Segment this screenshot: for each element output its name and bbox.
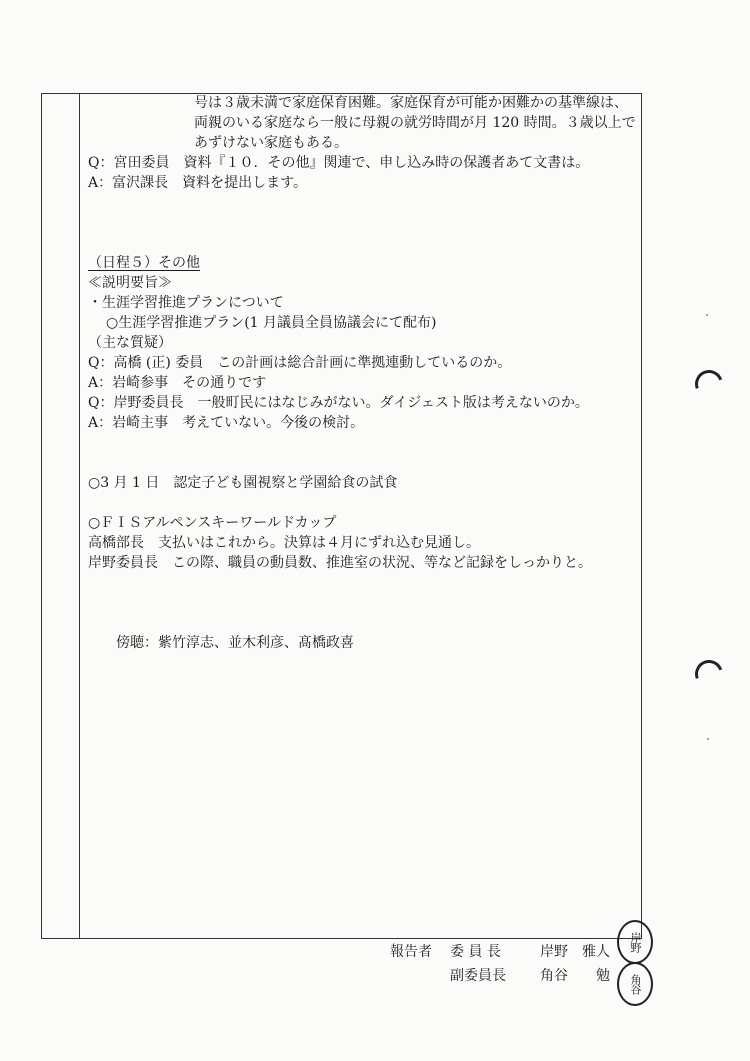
body-line: ○生涯学習推進プラン(1 月議員全員協議会にて配布) (106, 315, 437, 331)
blank-line (88, 453, 638, 473)
blank-line (88, 573, 638, 593)
punch-hole-mark (690, 365, 727, 402)
body-line: ≪説明要旨≫ (88, 275, 172, 291)
body-line: Q：高橋 (正) 委員 この計画は総合計画に準拠連動しているのか。 (88, 355, 512, 371)
blank-line (88, 233, 638, 253)
body-line: 傍聴：紫竹淳志、並木利彦、髙橋政喜 (116, 635, 354, 651)
body-line: ・生涯学習推進プランについて (88, 295, 284, 311)
body-line: A：岩崎参事 その通りです (88, 375, 267, 391)
blank-line (88, 593, 638, 613)
footer-vice-row (390, 964, 720, 988)
body-line: 号は３歳未満で家庭保育困難。家庭保育が可能か困難かの基準線は、 (194, 95, 628, 111)
body-line: ○ＦＩＳアルペンスキーワールドカップ (88, 515, 337, 531)
footer-chair-row (390, 940, 720, 964)
reporter-label: 報告者 (390, 944, 432, 960)
chair-title: 委 員 長 (450, 944, 501, 960)
body-line: A：富沢課長 資料を提出します。 (88, 175, 307, 191)
body-line: 両親のいる家庭なら一般に母親の就労時間が月 120 時間。３歳以上で (194, 115, 636, 131)
body-line: Q：岸野委員長 一般町民にはなじみがない。ダイジェスト版は考えないのか。 (88, 395, 589, 411)
chair-seal: 岸野 (617, 920, 653, 964)
blank-line (88, 433, 638, 453)
vice-seal: 角谷 (617, 962, 653, 1006)
report-body (88, 93, 638, 653)
body-line: ○3 月 1 日 認定子ども園視察と学園給食の試食 (88, 475, 398, 491)
punch-hole-mark (690, 655, 727, 692)
body-line: （主な質疑） (88, 335, 172, 351)
body-line: A：岩崎主事 考えていない。今後の検討。 (88, 415, 365, 431)
body-line: 岸野委員長 この際、職員の動員数、推進室の状況、等など記録をしっかりと。 (88, 555, 592, 571)
paper-speck (706, 314, 708, 316)
section-heading: （日程５）その他 (88, 255, 200, 271)
vice-name: 角谷 勉 (540, 968, 610, 984)
vice-title: 副委員長 (450, 968, 506, 984)
body-line: あずけない家庭もある。 (194, 135, 348, 151)
body-line: Q：宮田委員 資料『１０．その他』関連で、申し込み時の保護者あて文書は。 (88, 155, 590, 171)
margin-rule (79, 93, 80, 939)
blank-line (88, 613, 638, 633)
report-footer (390, 940, 720, 988)
blank-line (88, 193, 638, 213)
body-line: 高橋部長 支払いはこれから。決算は４月にずれ込む見通し。 (88, 535, 480, 551)
blank-line (88, 493, 638, 513)
paper-speck (707, 738, 709, 740)
blank-line (88, 213, 638, 233)
chair-name: 岸野 雅人 (540, 944, 610, 960)
